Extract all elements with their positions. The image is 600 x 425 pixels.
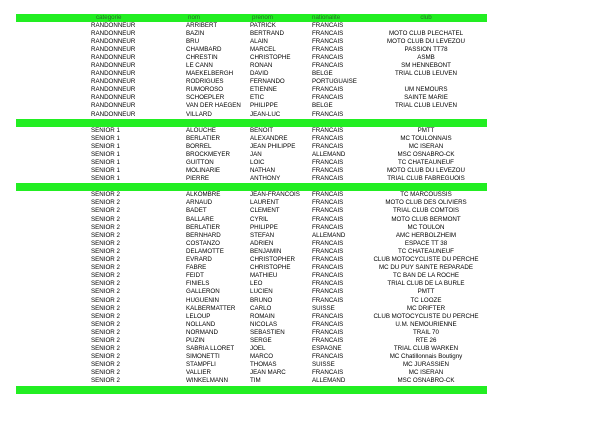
table-row <box>16 337 487 345</box>
section-separator <box>16 386 487 394</box>
table-row <box>16 38 487 46</box>
cell-nationalite: FRANCAIS <box>312 207 344 215</box>
table-row <box>16 369 487 377</box>
cell-nationalite: FRANCAIS <box>312 142 344 150</box>
cell-nationalite: FRANCAIS <box>312 191 344 199</box>
cell-club: U.M. NEMOURIENNE <box>395 320 457 328</box>
cell-prenom: CHRISTOPHER <box>250 256 295 264</box>
table-row <box>16 361 487 369</box>
header-club: club <box>420 14 432 21</box>
cell-club: MOTO CLUB DU LEVEZOU <box>387 167 465 175</box>
cell-categorie: SENIOR 2 <box>91 223 120 231</box>
cell-prenom: LEO <box>250 280 263 288</box>
table-row <box>16 111 487 119</box>
cell-categorie: SENIOR 1 <box>91 134 120 142</box>
table-row <box>16 288 487 296</box>
cell-prenom: FERNANDO <box>250 78 285 86</box>
cell-club: MOTO CLUB DU LEVEZOU <box>387 37 465 45</box>
cell-nom: GUITTON <box>186 159 214 166</box>
table-row <box>16 94 487 102</box>
table-row <box>16 143 487 151</box>
cell-categorie: SENIOR 1 <box>91 175 120 183</box>
cell-prenom: STEFAN <box>250 231 275 239</box>
table-row <box>16 272 487 280</box>
cell-categorie: SENIOR 1 <box>91 159 120 166</box>
cell-nom: FINIELS <box>186 280 210 288</box>
cell-categorie: SENIOR 2 <box>91 264 120 272</box>
table-row <box>16 22 487 30</box>
cell-categorie: SENIOR 2 <box>91 336 120 344</box>
cell-nationalite: FRANCAIS <box>312 175 344 183</box>
cell-prenom: MATHIEU <box>250 272 278 280</box>
cell-nom: FEIDT <box>186 272 204 280</box>
cell-club: TC LOOZE <box>410 296 442 304</box>
cell-nom: ARRIBERT <box>186 21 218 29</box>
table-row <box>16 313 487 321</box>
cell-categorie: RANDONNEUR <box>91 61 136 69</box>
cell-nationalite: PORTUGUAISE <box>312 78 357 86</box>
table-row <box>16 207 487 215</box>
cell-nationalite: FRANCAIS <box>312 53 344 61</box>
cell-nom: VALLIER <box>186 369 211 377</box>
cell-club: ESPACE TT 38 <box>404 239 448 247</box>
table-row <box>16 159 487 167</box>
cell-categorie: SENIOR 2 <box>91 345 120 353</box>
cell-club: TC MARCOUSSIS <box>400 191 452 199</box>
cell-nom: PIERRE <box>186 175 210 183</box>
cell-prenom: SEBASTIEN <box>250 328 285 336</box>
cell-nationalite: FRANCAIS <box>312 61 344 69</box>
cell-nationalite: FRANCAIS <box>312 159 344 166</box>
cell-nationalite: FRANCAIS <box>312 21 344 29</box>
cell-prenom: BENJAMIN <box>250 247 282 255</box>
header-prenom: prenom <box>252 14 273 21</box>
table-row <box>16 377 487 385</box>
cell-categorie: SENIOR 2 <box>91 191 120 199</box>
cell-nom: BALLARE <box>186 215 214 223</box>
table-row <box>16 70 487 78</box>
cell-nom: HUGUENIN <box>186 296 220 304</box>
cell-club: MC JURASSIEN <box>402 361 450 369</box>
cell-club: CLUB MOTOCYCLISTE DU PERCHE <box>373 312 479 320</box>
cell-prenom: CARLO <box>250 304 272 312</box>
cell-nationalite: FRANCAIS <box>312 167 344 175</box>
cell-nom: BADET <box>186 207 207 215</box>
cell-categorie: SENIOR 2 <box>91 288 120 296</box>
cell-prenom: LOIC <box>250 159 265 166</box>
cell-categorie: RANDONNEUR <box>91 70 136 78</box>
cell-nom: BAZIN <box>186 29 205 37</box>
cell-nationalite: FRANCAIS <box>312 126 344 134</box>
cell-nationalite: FRANCAIS <box>312 199 344 207</box>
cell-nationalite: FRANCAIS <box>312 288 344 296</box>
cell-nationalite: FRANCAIS <box>312 296 344 304</box>
cell-nationalite: FRANCAIS <box>312 369 344 377</box>
table-row <box>16 232 487 240</box>
cell-club: MC ISERAN <box>408 369 444 377</box>
cell-prenom: SERGE <box>250 336 272 344</box>
cell-nationalite: FRANCAIS <box>312 223 344 231</box>
cell-prenom: MARCO <box>250 353 274 361</box>
cell-nom: ALOUCHE <box>186 126 216 134</box>
cell-categorie: SENIOR 2 <box>91 377 120 385</box>
cell-prenom: TIM <box>250 377 261 385</box>
cell-prenom: LUCIEN <box>250 288 273 296</box>
cell-nom: ALKOMBRE <box>186 191 221 199</box>
cell-categorie: RANDONNEUR <box>91 78 136 86</box>
cell-prenom: LAURENT <box>250 199 279 207</box>
cell-nom: SIMONETTI <box>186 353 220 361</box>
cell-categorie: RANDONNEUR <box>91 21 136 29</box>
cell-nationalite: ALLEMAND <box>312 150 346 158</box>
cell-nom: LE CANN <box>186 61 213 69</box>
cell-club: MC TOULON <box>407 223 445 231</box>
header-nationalite: nationalite <box>312 14 341 21</box>
cell-categorie: SENIOR 2 <box>91 369 120 377</box>
cell-club: MC DU PUY SAINTE REPARADE <box>379 264 473 272</box>
cell-club: MC ISERAN <box>408 142 444 150</box>
cell-categorie: SENIOR 2 <box>91 353 120 361</box>
cell-prenom: BRUNO <box>250 296 273 304</box>
cell-nom: LELOUP <box>186 312 211 320</box>
cell-prenom: NICOLAS <box>250 320 278 328</box>
table-row <box>16 305 487 313</box>
cell-nationalite: SUISSE <box>312 361 335 369</box>
cell-nom: FABRE <box>186 264 207 272</box>
results-sheet <box>16 14 487 394</box>
cell-nom: CHAMBARD <box>186 45 222 53</box>
cell-club: PMTT <box>417 126 435 134</box>
cell-club: TRIAL CLUB DE LA BURLE <box>387 280 465 288</box>
cell-categorie: RANDONNEUR <box>91 102 136 110</box>
cell-nom: EVRARD <box>186 256 212 264</box>
cell-club: MC DRIFTER <box>406 304 446 312</box>
cell-club: TC CHATEAUNEUF <box>398 247 454 255</box>
cell-prenom: ALAIN <box>250 37 268 45</box>
cell-club: TRIAL CLUB LEUVEN <box>394 70 457 78</box>
table-row <box>16 256 487 264</box>
cell-nom: CHRESTIN <box>186 53 218 61</box>
cell-nationalite: FRANCAIS <box>312 37 344 45</box>
table-row <box>16 62 487 70</box>
cell-prenom: BERTRAND <box>250 29 284 37</box>
cell-club: MC TOULONNAIS <box>400 134 452 142</box>
table-row <box>16 30 487 38</box>
cell-categorie: SENIOR 2 <box>91 199 120 207</box>
table-row <box>16 224 487 232</box>
cell-nationalite: FRANCAIS <box>312 280 344 288</box>
cell-nationalite: FRANCAIS <box>312 45 344 53</box>
cell-nom: NOLLAND <box>186 320 216 328</box>
cell-nom: PUZIN <box>186 336 205 344</box>
table-row <box>16 167 487 175</box>
cell-prenom: ADRIEN <box>250 239 274 247</box>
table-row <box>16 353 487 361</box>
table-row <box>16 345 487 353</box>
cell-categorie: SENIOR 2 <box>91 296 120 304</box>
cell-nationalite: FRANCAIS <box>312 239 344 247</box>
cell-categorie: SENIOR 2 <box>91 320 120 328</box>
cell-categorie: RANDONNEUR <box>91 110 136 118</box>
table-row <box>16 151 487 159</box>
cell-nom: GALLERON <box>186 288 220 296</box>
cell-nationalite: FRANCAIS <box>312 320 344 328</box>
cell-nationalite: FRANCAIS <box>312 264 344 272</box>
cell-club: PMTT <box>417 288 435 296</box>
cell-club: MSC OSNABRO-CK <box>397 150 455 158</box>
cell-club: UM NEMOURS <box>404 86 448 94</box>
cell-nom: BROCKMEYER <box>186 150 231 158</box>
cell-club: CLUB MOTOCYCLISTE DU PERCHE <box>373 256 479 264</box>
cell-prenom: CHRISTOPHE <box>250 264 291 272</box>
cell-club: TRIAL CLUB LEUVEN <box>394 102 457 110</box>
cell-nationalite: ALLEMAND <box>312 231 346 239</box>
table-row <box>16 199 487 207</box>
cell-nom: NORMAND <box>186 328 218 336</box>
cell-club: TRAIL 70 <box>413 328 439 336</box>
cell-nom: COSTANZO <box>186 239 220 247</box>
cell-nationalite: FRANCAIS <box>312 86 344 94</box>
cell-categorie: SENIOR 2 <box>91 256 120 264</box>
cell-categorie: SENIOR 2 <box>91 312 120 320</box>
cell-categorie: SENIOR 2 <box>91 231 120 239</box>
cell-categorie: RANDONNEUR <box>91 45 136 53</box>
cell-categorie: RANDONNEUR <box>91 86 136 94</box>
cell-prenom: JEAN-FRANCOIS <box>250 191 300 199</box>
section-separator <box>16 119 487 127</box>
cell-prenom: PATRICK <box>250 21 276 29</box>
cell-prenom: BENOIT <box>250 126 274 134</box>
cell-club: SAINTE MARIE <box>404 94 448 102</box>
table-row <box>16 46 487 54</box>
header-row <box>16 14 487 22</box>
cell-club: TC CHATEAUNEUF <box>398 159 454 166</box>
cell-nom: RODRIGUES <box>186 78 224 86</box>
cell-prenom: JEAN-LUC <box>250 110 281 118</box>
table-row <box>16 54 487 62</box>
cell-categorie: SENIOR 2 <box>91 247 120 255</box>
cell-club: MC Chatillonnais Boutigny <box>389 353 463 361</box>
cell-club: PASSION TT78 <box>404 45 448 53</box>
cell-nom: ARNAUD <box>186 199 213 207</box>
cell-prenom: MARCEL <box>250 45 276 53</box>
table-row <box>16 321 487 329</box>
cell-categorie: SENIOR 1 <box>91 150 120 158</box>
cell-nom: MAEKELBERGH <box>186 70 234 78</box>
cell-prenom: PHILIPPE <box>250 102 278 110</box>
table-row <box>16 297 487 305</box>
table-row <box>16 280 487 288</box>
cell-prenom: CYRIL <box>250 215 269 223</box>
cell-nom: BERNHARD <box>186 231 221 239</box>
table-row <box>16 264 487 272</box>
table-row <box>16 329 487 337</box>
cell-nationalite: FRANCAIS <box>312 215 344 223</box>
cell-prenom: JOEL <box>250 345 266 353</box>
cell-club: RTE 26 <box>415 336 437 344</box>
cell-nom: BERLATIER <box>186 134 220 142</box>
cell-nationalite: BELGE <box>312 102 333 110</box>
cell-nationalite: FRANCAIS <box>312 312 344 320</box>
cell-club: TRIAL CLUB WARKEN <box>393 345 459 353</box>
table-row <box>16 175 487 183</box>
cell-club: ASMB <box>417 53 435 61</box>
cell-nom: RUMOROSO <box>186 86 224 94</box>
table-row <box>16 86 487 94</box>
cell-nationalite: ESPAGNE <box>312 345 342 353</box>
cell-nom: WINKELMANN <box>186 377 228 385</box>
table-body <box>16 22 487 386</box>
cell-prenom: RONAN <box>250 61 273 69</box>
cell-categorie: SENIOR 2 <box>91 215 120 223</box>
cell-nom: SCHOEPLER <box>186 94 225 102</box>
cell-prenom: JEAN MARC <box>250 369 286 377</box>
cell-prenom: PHILIPPE <box>250 223 278 231</box>
cell-nom: SABRIA LLORET <box>186 345 235 353</box>
cell-prenom: ANTHONY <box>250 175 281 183</box>
cell-nom: VAN DER HAEGEN <box>186 102 241 110</box>
cell-club: MOTO CLUB PLECHATEL <box>388 29 464 37</box>
section-separator <box>16 183 487 191</box>
table-row <box>16 240 487 248</box>
table-row <box>16 216 487 224</box>
table-row <box>16 102 487 110</box>
cell-club: MSC OSNABRO-CK <box>397 377 455 385</box>
cell-nom: BORREL <box>186 142 212 150</box>
cell-categorie: SENIOR 2 <box>91 280 120 288</box>
cell-categorie: SENIOR 1 <box>91 167 120 175</box>
table-row <box>16 78 487 86</box>
cell-nationalite: FRANCAIS <box>312 272 344 280</box>
cell-nom: MOLINARIE <box>186 167 221 175</box>
cell-categorie: SENIOR 1 <box>91 126 120 134</box>
cell-nationalite: BELGE <box>312 70 333 78</box>
cell-club: MOTO CLUB BERMONT <box>391 215 461 223</box>
cell-nom: DELAMOTTE <box>186 247 224 255</box>
cell-club: SM HENNEBONT <box>401 61 451 69</box>
cell-nationalite: FRANCAIS <box>312 328 344 336</box>
table-row <box>16 127 487 135</box>
cell-prenom: ETIC <box>250 94 265 102</box>
cell-nationalite: FRANCAIS <box>312 110 344 118</box>
cell-prenom: ETIENNE <box>250 86 277 94</box>
header-nom: nom <box>188 14 201 21</box>
table-row <box>16 248 487 256</box>
cell-categorie: RANDONNEUR <box>91 37 136 45</box>
cell-nationalite: ALLEMAND <box>312 377 346 385</box>
cell-categorie: SENIOR 1 <box>91 142 120 150</box>
cell-club: TC BAN DE LA ROCHE <box>392 272 459 280</box>
cell-categorie: SENIOR 2 <box>91 304 120 312</box>
cell-categorie: SENIOR 2 <box>91 272 120 280</box>
cell-nationalite: FRANCAIS <box>312 94 344 102</box>
cell-categorie: RANDONNEUR <box>91 53 136 61</box>
cell-club: AMC HERBOLZHEIM <box>395 231 457 239</box>
cell-nationalite: FRANCAIS <box>312 353 344 361</box>
cell-categorie: SENIOR 2 <box>91 328 120 336</box>
cell-nom: VILLARD <box>186 110 212 118</box>
header-categorie: categorie <box>96 14 122 21</box>
cell-prenom: DAVID <box>250 70 269 78</box>
cell-prenom: JEAN PHILIPPE <box>250 142 296 150</box>
cell-nationalite: FRANCAIS <box>312 29 344 37</box>
cell-categorie: RANDONNEUR <box>91 29 136 37</box>
cell-prenom: THOMAS <box>250 361 277 369</box>
cell-nom: BERLATIER <box>186 223 220 231</box>
cell-nationalite: FRANCAIS <box>312 134 344 142</box>
cell-categorie: SENIOR 2 <box>91 207 120 215</box>
cell-nom: BRU <box>186 37 200 45</box>
cell-prenom: NATHAN <box>250 167 275 175</box>
table-row <box>16 191 487 199</box>
cell-club: TRIAL CLUB COMTOIS <box>392 207 459 215</box>
cell-nom: STAMPFLI <box>186 361 216 369</box>
table-row <box>16 135 487 143</box>
cell-prenom: JAN <box>250 150 262 158</box>
cell-prenom: ROMAIN <box>250 312 275 320</box>
cell-nationalite: FRANCAIS <box>312 336 344 344</box>
cell-nationalite: FRANCAIS <box>312 256 344 264</box>
cell-nationalite: FRANCAIS <box>312 247 344 255</box>
cell-categorie: RANDONNEUR <box>91 94 136 102</box>
cell-club: MOTO CLUB DES OLIVIERS <box>385 199 467 207</box>
cell-nom: KALBERMATTER <box>186 304 236 312</box>
cell-categorie: SENIOR 2 <box>91 361 120 369</box>
cell-nationalite: SUISSE <box>312 304 335 312</box>
cell-prenom: ALEXANDRE <box>250 134 288 142</box>
cell-prenom: CLEMENT <box>250 207 280 215</box>
cell-prenom: CHRISTOPHE <box>250 53 291 61</box>
cell-club: TRIAL CLUB FABREGUOIS <box>387 175 465 183</box>
cell-categorie: SENIOR 2 <box>91 239 120 247</box>
